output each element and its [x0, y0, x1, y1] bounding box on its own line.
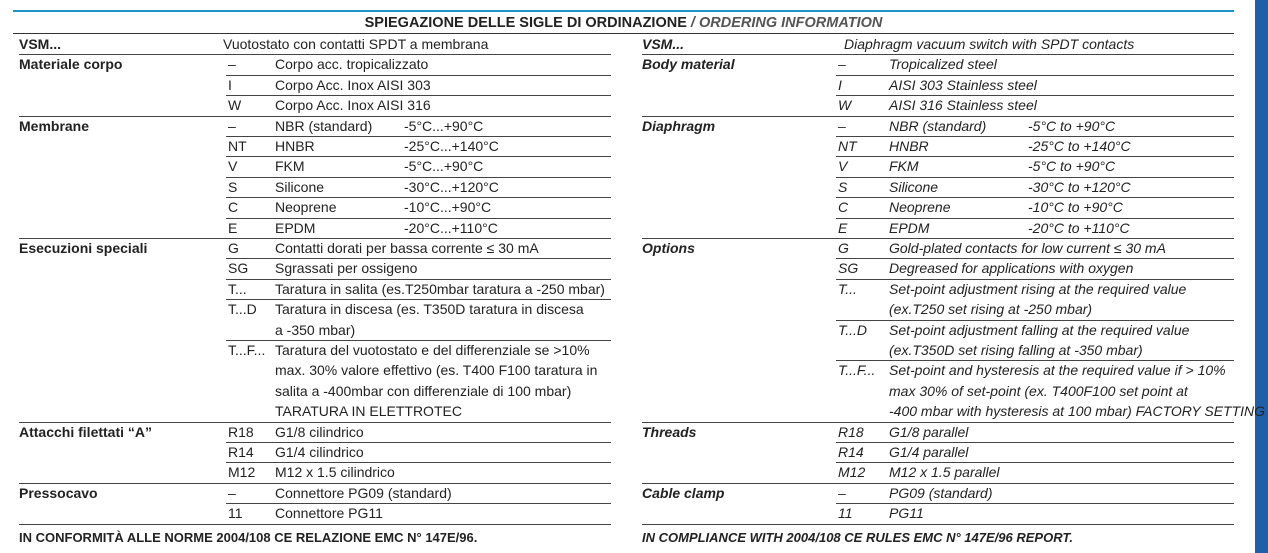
option-text: salita a -400mbar con differenziale di 100 mbar): [275, 382, 572, 399]
section-label: Threads: [642, 423, 697, 440]
option-code: R14: [228, 444, 254, 460]
temperature-range: -30°C to +120°C: [1028, 178, 1131, 195]
temperature-range: -5°C to +90°C: [1028, 158, 1116, 175]
option-code: M12: [838, 464, 866, 481]
option-code: W: [838, 97, 852, 114]
option-text: Taratura in discesa (es. T350D taratura in discesa: [275, 301, 584, 318]
option-text: G1/4 cilindrico: [275, 444, 364, 460]
option-text: Gold-plated contacts for low current ≤ 30 mA: [889, 240, 1166, 256]
option-text: Neoprene: [889, 199, 951, 216]
option-text: a -350 mbar): [275, 321, 356, 338]
option-code: SG: [838, 260, 859, 277]
option-code: T...F...: [838, 362, 876, 379]
option-text: max. 30% valore effettivo (es. T400 F100 taratura in: [275, 362, 598, 379]
option-text: PG09 (standard): [889, 484, 993, 501]
option-text: (ex.T350D set rising falling at -350 mbar): [889, 342, 1143, 358]
temperature-range: -10°C...+90°C: [404, 199, 492, 216]
option-text: (ex.T250 set rising at -250 mbar): [889, 301, 1093, 318]
option-code: E: [838, 219, 848, 236]
option-text: NBR (standard): [275, 117, 373, 134]
option-text: Corpo Acc. Inox AISI 316: [275, 97, 431, 114]
option-text: EPDM: [275, 219, 316, 236]
option-text: max 30% of set-point (ex. T400F100 set point at: [889, 382, 1188, 399]
option-text: HNBR: [889, 138, 929, 154]
option-code: C: [838, 199, 849, 216]
section-label: Materiale corpo: [19, 56, 123, 73]
option-code: W: [228, 97, 242, 114]
temperature-range: -5°C...+90°C: [404, 117, 484, 134]
vsm-description: Diaphragm vacuum switch with SPDT contacts: [844, 36, 1135, 52]
temperature-range: -20°C to +110°C: [1028, 219, 1130, 236]
option-code: I: [838, 76, 842, 93]
option-code: G: [838, 240, 849, 256]
option-code: 11: [228, 505, 243, 522]
option-code: C: [228, 199, 239, 216]
option-text: Taratura in salita (es.T250mbar taratura a -250 mbar): [275, 280, 605, 297]
option-text: Degreased for applications with oxygen: [889, 260, 1134, 277]
option-text: G1/8 parallel: [889, 423, 969, 440]
option-code: T...: [838, 280, 857, 297]
option-code: –: [228, 484, 236, 501]
option-text: Silicone: [275, 178, 325, 195]
page-title: [13, 13, 1234, 33]
option-text: PG11: [889, 505, 924, 522]
option-code: T...: [228, 280, 247, 297]
option-code: –: [838, 484, 846, 501]
temperature-range: -5°C...+90°C: [404, 158, 484, 175]
option-text: Connettore PG09 (standard): [275, 484, 452, 501]
option-text: Set-point adjustment rising at the required value: [889, 280, 1187, 297]
footer-italian: IN CONFORMITÀ ALLE NORME 2004/108 CE RELAZIONE EMC N° 147E/96.: [19, 530, 478, 545]
vsm-code: VSM...: [642, 36, 685, 52]
option-text: Taratura del vuotostato e del differenziale se >10%: [275, 342, 590, 358]
temperature-range: -25°C...+140°C: [404, 138, 499, 154]
title-english: ORDERING INFORMATION: [698, 15, 883, 31]
option-text: Connettore PG11: [275, 505, 383, 522]
right-blue-bar: [1255, 0, 1268, 553]
option-code: –: [228, 117, 236, 134]
option-text: TARATURA IN ELETTROTEC: [275, 403, 462, 420]
option-code: NT: [838, 138, 857, 154]
option-text: AISI 303 Stainless steel: [889, 76, 1037, 93]
temperature-range: -30°C...+120°C: [404, 178, 499, 195]
option-code: –: [838, 56, 846, 73]
option-code: T...F...: [228, 342, 266, 358]
section-label: Attacchi filettati “A”: [19, 423, 153, 440]
vsm-description: Vuotostato con contatti SPDT a membrana: [223, 36, 489, 52]
temperature-range: -5°C to +90°C: [1028, 117, 1116, 134]
section-label: Options: [642, 240, 695, 256]
option-code: T...D: [228, 301, 257, 318]
section-label: Esecuzioni speciali: [19, 240, 148, 256]
option-code: R14: [838, 444, 864, 460]
option-text: G1/8 cilindrico: [275, 423, 364, 440]
top-blue-rule: [13, 10, 1234, 12]
option-text: HNBR: [275, 138, 315, 154]
option-code: 11: [838, 505, 853, 522]
option-text: Set-point and hysteresis at the required value if > 10%: [889, 362, 1226, 379]
temperature-range: -25°C to +140°C: [1028, 138, 1131, 154]
section-label: Pressocavo: [19, 484, 98, 501]
temperature-range: -20°C...+110°C: [404, 219, 498, 236]
option-code: E: [228, 219, 238, 236]
option-code: T...D: [838, 321, 868, 338]
vsm-code: VSM...: [19, 36, 62, 52]
section-label: Cable clamp: [642, 484, 725, 501]
option-code: –: [838, 117, 846, 134]
option-code: S: [838, 178, 848, 195]
option-text: Neoprene: [275, 199, 337, 216]
option-text: G1/4 parallel: [889, 444, 969, 460]
temperature-range: -10°C to +90°C: [1028, 199, 1123, 216]
option-text: Sgrassati per ossigeno: [275, 260, 418, 277]
option-text: EPDM: [889, 219, 930, 236]
section-label: Membrane: [19, 117, 90, 134]
option-code: M12: [228, 464, 256, 481]
option-text: M12 x 1.5 parallel: [889, 464, 1000, 481]
option-text: Corpo Acc. Inox AISI 303: [275, 76, 431, 93]
option-code: I: [228, 76, 232, 93]
option-code: –: [228, 56, 236, 73]
option-code: R18: [838, 423, 864, 440]
option-code: NT: [228, 138, 247, 154]
option-code: R18: [228, 423, 254, 440]
option-text: AISI 316 Stainless steel: [889, 97, 1037, 114]
section-divider: [642, 524, 1234, 525]
option-code: V: [228, 158, 238, 175]
title-italian: SPIEGAZIONE DELLE SIGLE DI ORDINAZIONE: [364, 15, 687, 31]
option-code: V: [838, 158, 848, 175]
option-text: FKM: [889, 158, 919, 175]
option-text: Tropicalized steel: [889, 56, 997, 73]
option-text: NBR (standard): [889, 117, 987, 134]
option-code: SG: [228, 260, 249, 277]
section-label: Diaphragm: [642, 117, 716, 134]
option-code: G: [228, 240, 239, 256]
title-separator: /: [686, 15, 699, 31]
option-text: -400 mbar with hysteresis at 100 mbar) FACTORY SETTING: [889, 403, 1266, 420]
option-text: Set-point adjustment falling at the required value: [889, 321, 1190, 338]
section-divider: [19, 524, 611, 525]
option-text: M12 x 1.5 cilindrico: [275, 464, 395, 481]
option-text: Silicone: [889, 178, 939, 195]
footer-english: IN COMPLIANCE WITH 2004/108 CE RULES EMC N° 147E/96 REPORT.: [642, 530, 1073, 545]
option-text: Contatti dorati per bassa corrente ≤ 30 mA: [275, 240, 539, 256]
section-label: Body material: [642, 56, 735, 73]
option-text: Corpo acc. tropicalizzato: [275, 56, 429, 73]
option-code: S: [228, 178, 238, 195]
option-text: FKM: [275, 158, 305, 175]
